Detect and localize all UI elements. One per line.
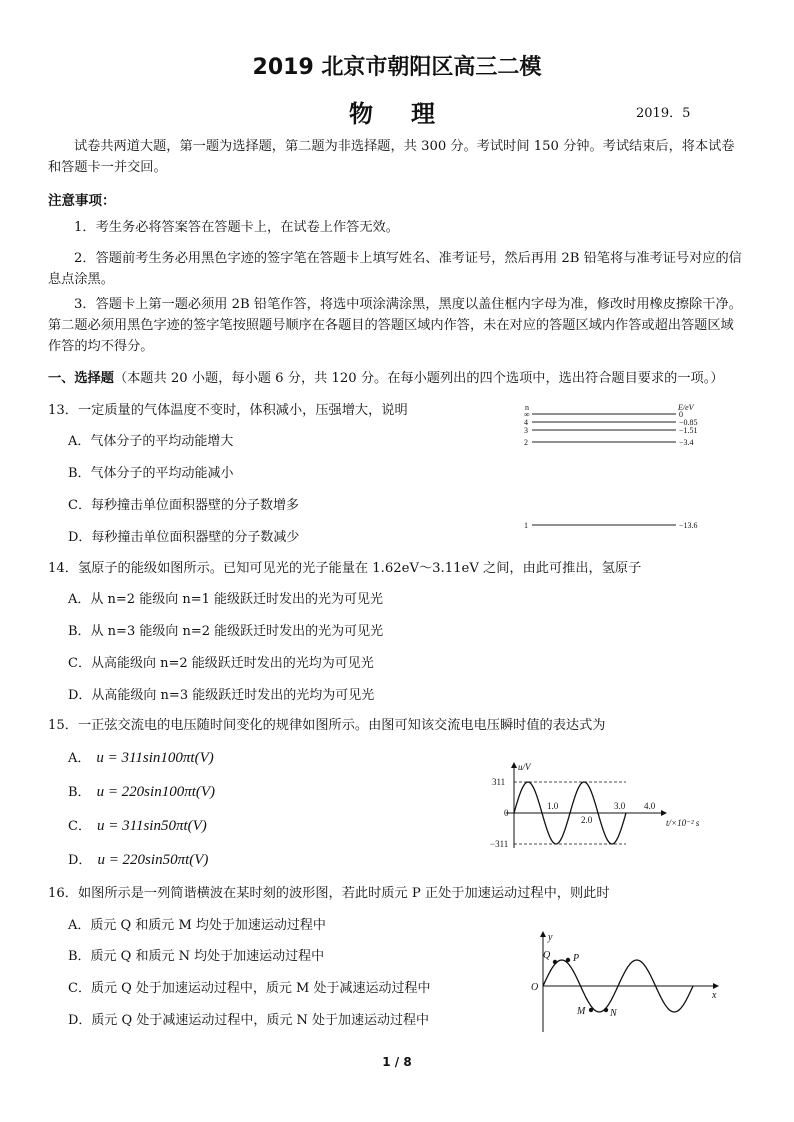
option <box>68 849 208 869</box>
x-axis-label: t/×10⁻² s <box>666 818 700 828</box>
x-axis-label: x <box>712 990 717 1001</box>
option <box>68 781 215 801</box>
level-n: 3 <box>524 426 528 435</box>
option-letter: C． <box>68 819 91 834</box>
level-energy: −0.85 <box>679 418 698 427</box>
point-m-label: M <box>577 1006 586 1017</box>
option: B．质元 Q 和质元 N 均处于加速运动过程中 <box>68 949 325 964</box>
notice-item: 3．答题卡上第一题必须用 2B 铅笔作答，将选中项涂满涂黑，黑度以盖住框内字母为准，修改时用橡皮擦除干净。第二题必须用黑色字迹的签字笔按照题号顺序在各题目的答题区域内作答，未在对应的答题区域内作答或超出答题区域作答的均不得分。 <box>48 297 742 354</box>
option: C．质元 Q 处于加速运动过程中，质元 M 处于减速运动过程中 <box>68 981 431 996</box>
point-q-dot <box>553 960 557 964</box>
option <box>68 747 214 767</box>
option: A．质元 Q 和质元 M 均处于加速运动过程中 <box>68 918 326 933</box>
option: A．气体分子的平均动能增大 <box>68 434 234 449</box>
formula: u = 311sin50πt(V) <box>96 818 207 834</box>
level-energy: −1.51 <box>679 426 698 435</box>
notice-item: 1．考生务必将答案答在答题卡上，在试卷上作答无效。 <box>74 220 399 235</box>
section-desc: （本题共 20 小题，每小题 6 分，共 120 分。在每小题列出的四个选项中，选出符合题目要求的一项。） <box>113 371 724 386</box>
axis-label-energy: E/eV <box>678 403 694 412</box>
point-n-label: N <box>610 1008 617 1019</box>
question-stem: 15．一正弦交流电的电压随时间变化的规律如图所示。由图可知该交流电电压瞬时值的表达式为 <box>48 718 606 733</box>
option <box>68 815 207 835</box>
section-label: 一、选择题 <box>48 371 114 386</box>
point-p-label: P <box>573 953 580 964</box>
point-q-label: Q <box>543 950 551 961</box>
option-letter: A． <box>68 751 91 766</box>
y-tick: 0 <box>504 808 509 818</box>
x-tick: 2.0 <box>581 815 593 825</box>
formula: u = 311sin100πt(V) <box>96 750 214 766</box>
point-n-dot <box>604 1008 608 1012</box>
question-stem: 14．氢原子的能级如图所示。已知可见光的光子能量在 1.62eV～3.11eV 之间，由此可推出，氢原子 <box>48 561 642 576</box>
point-p-dot <box>566 958 570 962</box>
level-n: 1 <box>524 521 528 530</box>
x-tick: 1.0 <box>547 801 559 811</box>
energy-level-diagram <box>520 400 720 535</box>
notice-item: 2．答题前考生务必用黑色字迹的签字笔在答题卡上填写姓名、准考证号，然后再用 2B 铅笔将与准考证号对应的信息点涂黑。 <box>48 251 742 287</box>
formula: u = 220sin100πt(V) <box>96 784 216 800</box>
transverse-wave-graph <box>528 928 728 1034</box>
exam-date: 2019．5 <box>636 106 691 121</box>
notice-heading: 注意事项： <box>48 193 116 209</box>
question-stem: 13．一定质量的气体温度不变时，体积减小，压强增大，说明 <box>48 403 408 418</box>
option: C．每秒撞击单位面积器壁的分子数增多 <box>68 498 299 513</box>
point-m-dot <box>589 1008 593 1012</box>
page-number: 1 / 8 <box>382 1055 412 1069</box>
intro-text: 试卷共两道大题，第一题为选择题，第二题为非选择题，共 300 分。考试时间 150 分钟。考试结束后，将本试卷和答题卡一并交回。 <box>48 139 735 175</box>
level-n: ∞ <box>524 410 530 419</box>
option-letter: B． <box>68 785 91 800</box>
y-tick: 311 <box>492 777 506 787</box>
section-heading <box>48 367 724 386</box>
subject-title: 物理 <box>349 100 473 128</box>
x-tick: 4.0 <box>644 801 656 811</box>
level-energy: −13.6 <box>679 521 698 530</box>
option: C．从高能级向 n=2 能级跃迁时发出的光均为可见光 <box>68 656 374 671</box>
formula: u = 220sin50πt(V) <box>97 852 209 868</box>
option: B．从 n=3 能级向 n=2 能级跃迁时发出的光为可见光 <box>68 624 384 639</box>
x-tick: 3.0 <box>614 801 626 811</box>
option: D．每秒撞击单位面积器壁的分子数减少 <box>68 530 300 545</box>
ac-voltage-graph <box>486 760 706 855</box>
level-n: 2 <box>524 438 528 447</box>
question-stem: 16．如图所示是一列简谐横波在某时刻的波形图，若此时质元 P 正处于加速运动过程中，则此时 <box>48 886 610 901</box>
level-n: 4 <box>524 418 528 427</box>
origin-label: O <box>531 982 539 993</box>
level-energy: −3.4 <box>679 438 694 447</box>
axis-label-n: n <box>525 403 529 412</box>
option: D．质元 Q 处于减速运动过程中，质元 N 处于加速运动过程中 <box>68 1013 429 1028</box>
option-letter: D． <box>68 853 92 868</box>
level-energy: 0 <box>679 410 683 419</box>
y-tick: −311 <box>490 839 509 849</box>
option: D．从高能级向 n=3 能级跃迁时发出的光均为可见光 <box>68 688 375 703</box>
exam-title: 2019 北京市朝阳区高三二模 <box>252 55 542 80</box>
option: B．气体分子的平均动能减小 <box>68 466 234 481</box>
y-axis-label: u/V <box>518 762 531 772</box>
option: A．从 n=2 能级向 n=1 能级跃迁时发出的光为可见光 <box>68 592 383 607</box>
y-axis-label: y <box>548 932 553 943</box>
